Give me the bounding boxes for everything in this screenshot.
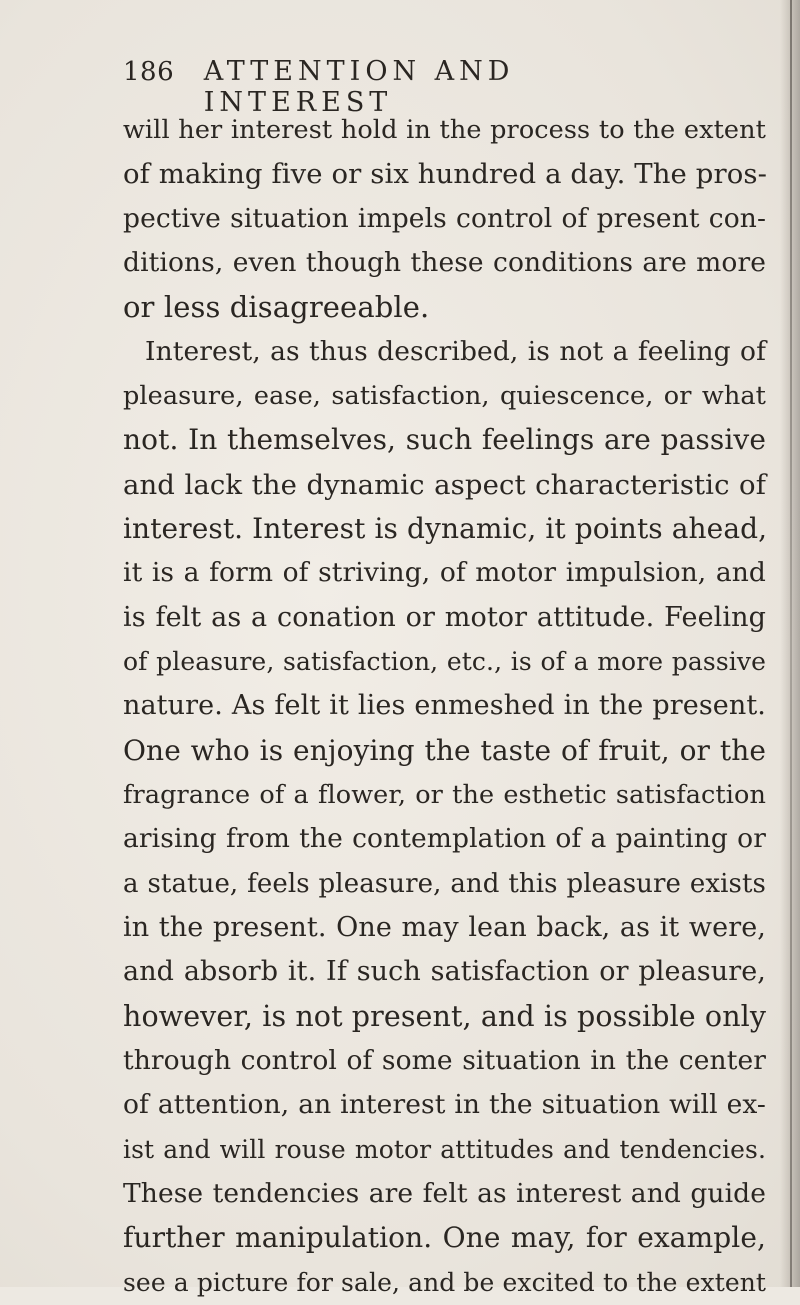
text-line: of pleasure, satisfaction, etc., is of a more passive	[123, 646, 766, 676]
text-line: One who is enjoying the taste of fruit, or the	[123, 733, 766, 767]
page-header	[123, 56, 683, 118]
text-line: further manipulation. One may, for example,	[123, 1221, 766, 1255]
text-line: of making five or six hundred a day. The pros-	[123, 158, 767, 191]
page-number: 186	[123, 57, 175, 87]
text-line: will her interest hold in the process to the extent	[123, 115, 766, 145]
text-line: of attention, an interest in the situation will ex-	[123, 1089, 766, 1121]
text-line: fragrance of a flower, or the esthetic satisfaction	[123, 779, 766, 810]
text-line: Interest, as thus described, is not a feeling of	[145, 335, 766, 367]
text-line: or less disagreeable.	[123, 290, 430, 325]
text-line: arising from the contemplation of a painting or	[123, 823, 766, 855]
text-line: ditions, even though these conditions are more	[123, 246, 766, 278]
text-line: ist and will rouse motor attitudes and tendencies.	[123, 1134, 766, 1164]
text-line: pective situation impels control of present con-	[123, 202, 766, 234]
text-line: however, is not present, and is possible only	[123, 999, 767, 1033]
text-line: see a picture for sale, and be excited to the extent	[123, 1267, 767, 1297]
running-head: ATTENTION AND INTEREST	[203, 56, 515, 118]
text-line: nature. As felt it lies enmeshed in the present.	[123, 690, 766, 722]
text-line: pleasure, ease, satisfaction, quiescence, or what	[123, 380, 766, 411]
text-line: a statue, feels pleasure, and this pleasure exists	[123, 868, 766, 899]
text-line: is felt as a conation or motor attitude. Feeling	[123, 601, 766, 633]
text-line: These tendencies are felt as interest and guide	[123, 1177, 766, 1209]
text-line: it is a form of striving, of motor impulsion, and	[123, 557, 766, 589]
text-line: in the present. One may lean back, as it were,	[123, 911, 766, 943]
text-line: and absorb it. If such satisfaction or pleasure,	[123, 956, 766, 988]
text-line: interest. Interest is dynamic, it points ahead,	[123, 511, 768, 545]
text-line: not. In themselves, such feelings are passive	[123, 423, 766, 457]
body-text	[123, 108, 766, 1305]
text-line: through control of some situation in the center	[123, 1044, 766, 1076]
page-edge	[790, 0, 792, 1287]
text-line: and lack the dynamic aspect characteristic of	[123, 468, 766, 501]
